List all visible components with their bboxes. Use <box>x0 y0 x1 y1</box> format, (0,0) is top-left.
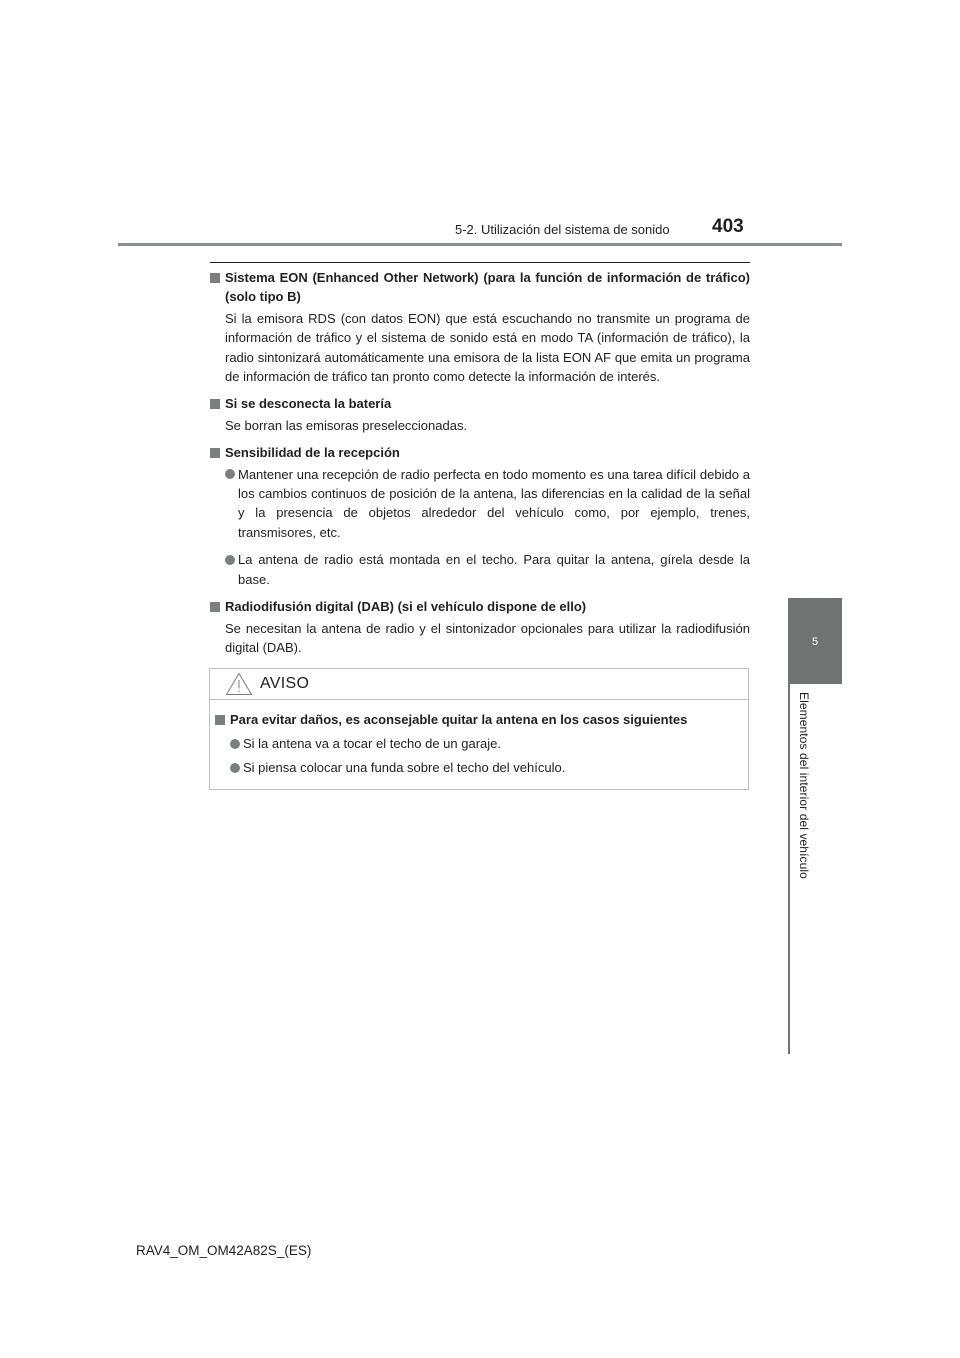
warning-box <box>209 668 749 790</box>
main-content <box>210 268 750 665</box>
footer-doc-code: RAV4_OM_OM42A82S_(ES) <box>136 1243 312 1258</box>
chapter-side-bar <box>788 684 790 1054</box>
list-item: Si la antena va a tocar el techo de un garaje. <box>215 734 743 753</box>
round-bullet-icon <box>225 555 235 565</box>
square-bullet-icon <box>210 273 220 283</box>
section-title: Radiodifusión digital (DAB) (si el vehículo dispone de ello) <box>210 597 750 616</box>
section-body: Se necesitan la antena de radio y el sintonizador opcionales para utilizar la radiodifusión digital (DAB). <box>225 620 750 655</box>
header-rule <box>118 243 842 246</box>
section-battery <box>210 394 750 435</box>
section-dab <box>210 597 750 657</box>
list-item: La antena de radio está montada en el techo. Para quitar la antena, gírela desde la base. <box>210 550 750 589</box>
chapter-label: Elementos del interior del vehículo <box>797 692 811 879</box>
warning-header <box>210 669 748 700</box>
round-bullet-icon <box>230 763 240 773</box>
square-bullet-icon <box>210 602 220 612</box>
square-bullet-icon <box>210 448 220 458</box>
section-body: Si la emisora RDS (con datos EON) que está escuchando no transmite un programa de información de tráfico y el sistema de sonido está en modo TA (información de tráfico), la radio sintonizará automáticamente una emisora de la lista EON AF que emita un programa de información de tráfico tan pronto como detecte la información de interés. <box>225 310 750 385</box>
warning-triangle-icon <box>225 672 253 696</box>
list-item: Si piensa colocar una funda sobre el techo del vehículo. <box>215 758 743 777</box>
section-eon <box>210 268 750 386</box>
square-bullet-icon <box>210 399 220 409</box>
section-title: Sensibilidad de la recepción <box>210 443 750 462</box>
chapter-number: 5 <box>811 636 819 648</box>
header-section-title: 5-2. Utilización del sistema de sonido <box>455 222 670 237</box>
section-reception <box>210 443 750 589</box>
round-bullet-icon <box>225 469 235 479</box>
page-number: 403 <box>712 216 744 237</box>
round-bullet-icon <box>230 739 240 749</box>
section-title: Sistema EON (Enhanced Other Network) (para la función de información de tráfico) (solo tipo B) <box>210 268 750 307</box>
chapter-tab <box>788 598 842 684</box>
list-item: Mantener una recepción de radio perfecta en todo momento es una tarea difícil debido a los cambios continuos de posición de la antena, las diferencias en la calidad de la señal y la presencia de objetos alrededor del vehículo como, por ejemplo, trenes, transmisores, etc. <box>210 465 750 543</box>
section-body: Se borran las emisoras preseleccionadas. <box>225 417 468 433</box>
square-bullet-icon <box>215 715 225 725</box>
warning-section-title: Para evitar daños, es aconsejable quitar la antena en los casos siguientes <box>215 710 743 729</box>
content-top-rule <box>210 262 750 263</box>
warning-body <box>210 700 748 777</box>
warning-title: AVISO <box>260 675 310 692</box>
section-title: Si se desconecta la batería <box>210 394 750 413</box>
